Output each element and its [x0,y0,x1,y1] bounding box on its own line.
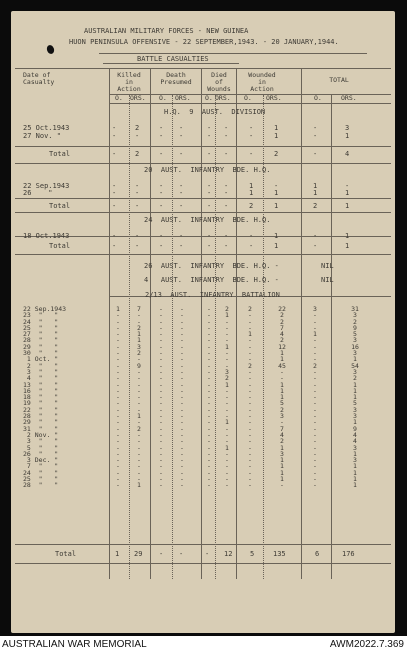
cell: 1 [274,202,279,210]
cell: - [224,124,229,132]
section-heading: BATTLE CASUALTIES [137,55,209,63]
cell: - [205,550,210,558]
punch-hole [46,44,56,55]
header-died-of-wounds: Died of Wounds [207,71,231,93]
header-date: Date of Casualty [23,71,55,86]
cell: 5 [250,550,255,558]
cell: - [112,182,117,190]
cell: 1 [313,182,318,190]
cell: - [159,202,164,210]
footer-source: AUSTRALIAN WAR MEMORIAL [2,639,147,650]
total-label: Total [49,150,71,158]
cell: - [112,124,117,132]
cell: - [135,232,140,240]
cell: 1 [274,124,279,132]
cell: 1 [345,242,350,250]
row-date: 26 " [23,189,53,197]
cell: - [207,182,212,190]
sub-ors-dow: ORS. [215,94,231,102]
cell: - [112,232,117,240]
cell: - [274,182,279,190]
cell: 176 [342,550,355,558]
cell: 1 [345,189,350,197]
cell: - [207,124,212,132]
cell: - [224,150,229,158]
cell: - [112,242,117,250]
cell: - [159,232,164,240]
cell: - [224,202,229,210]
cell: - [159,550,164,558]
cell: - [179,202,184,210]
cell: - [249,150,254,158]
footer-bar [0,636,407,653]
battalion-rows [11,306,395,546]
cell: - [313,232,318,240]
cell: 1 [274,242,279,250]
cell: - [249,232,254,240]
sub-ors-total: ORS. [341,94,357,102]
unit-heading-hq9: H.Q. 9 AUST. DIVISION [164,108,266,116]
cell: 1 [115,550,120,558]
battalion-date-column: 22 Sep.1943 23 " " 24 " " 25 " " 27 " " 28 " " 29 " " 30 " " 1 Oct. " 2 " " 3 " " 4 " " 13 " " 16 " " 18 " " 19 " " 22 " " 28 " " 29 " " 31 " " 2 Nov. " 3 " " 5 " " 26 " " 3 Dec. " 7 " " 24 " " 25 " " 28 " " [23,305,67,490]
cell: - [179,232,184,240]
header-death-presumed: Death Presumed [160,71,192,86]
cell: - [159,189,164,197]
cell: 2 [135,124,140,132]
cell: - [249,124,254,132]
cell: - [224,132,229,140]
battalion-value-column: 2 - - - 1 - - - - 2 - - - - - - - - - - - - - - - - - - - [248,305,252,490]
footer-accession: AWM2022.7.369 [329,639,404,650]
sub-ors-wounded: ORS. [266,94,282,102]
cell: 6 [315,550,320,558]
cell: - [112,150,117,158]
cell: 1 [274,132,279,140]
cell: - [224,232,229,240]
cell: 1 [249,189,254,197]
sub-ors-presumed: ORS. [175,94,191,102]
total-label: Total [49,202,71,210]
cell: - [313,242,318,250]
cell: - [179,132,184,140]
battalion-value-column: 31 3 2 9 5 3 16 3 1 54 3 2 1 1 1 5 3 3 1 9 4 4 3 1 3 1 1 1 1 [351,305,359,490]
doc-subtitle: HUON PENINSULA OFFENSIVE - 22 SEPTEMBER,1943. - 20 JANUARY,1944. [69,38,339,46]
battalion-value-column: 1 - - - - - - - - - - - - - - - - - - - - - - - - - - - - [116,305,120,490]
cell: 1 [345,132,350,140]
unit-heading-4-bde: 4 AUST. INFANTRY BDE. H.Q. - [144,276,279,284]
cell: - [135,202,140,210]
cell: - [159,132,164,140]
battalion-value-column: 3 - - - 1 - - - - 2 - - - - - - - - - - - - - - - - - - - [313,305,317,490]
cell: - [112,189,117,197]
cell: - [159,242,164,250]
unit-heading-26-bde: 26 AUST. INFANTRY BDE. H.Q. - [144,262,279,270]
cell: 29 [134,550,143,558]
row-date: 22 Sep.1943 [23,182,70,190]
row-date: 18 Oct.1943 [23,232,70,240]
sub-o-total: O. [314,94,322,102]
sub-ors-killed: ORS. [130,94,146,102]
cell: - [112,202,117,210]
cell: - [135,132,140,140]
doc-title: AUSTRALIAN MILITARY FORCES - NEW GUINEA [84,27,249,35]
cell: - [112,132,117,140]
cell: - [249,242,254,250]
cell: - [207,150,212,158]
battalion-value-column: 22 2 2 7 4 2 12 1 1 45 - - 1 1 1 5 2 3 - 7 4 2 1 3 1 1 1 1 - [278,305,286,490]
battalion-value-column: - - - - - - - - - - - - - - - - - - - - - - - - - - - - - [159,305,163,490]
cell: - [135,189,140,197]
cell: - [179,189,184,197]
cell: - [159,150,164,158]
sub-o-presumed: O. [159,94,167,102]
cell: - [179,124,184,132]
sub-o-killed: O. [115,94,123,102]
sub-o-wounded: O. [244,94,252,102]
cell: 1 [274,189,279,197]
total-label: Total [55,550,77,558]
header-killed: Killed in Action [117,71,141,93]
cell: 135 [273,550,286,558]
cell: 2 [274,150,279,158]
cell: - [224,242,229,250]
cell: - [313,132,318,140]
cell: - [224,182,229,190]
cell: - [249,132,254,140]
row-date: 25 Oct.1943 [23,124,70,132]
battalion-value-column: - - - - - - - - - - - - - - - - - - - - - - - - - - - - - [180,305,184,490]
cell: 3 [345,124,350,132]
cell: - [179,242,184,250]
cell: - [135,182,140,190]
sub-o-dow: O. [205,94,213,102]
cell: 2 [135,150,140,158]
cell: - [159,124,164,132]
cell: - [207,232,212,240]
cell: - [345,182,350,190]
cell: - [135,242,140,250]
header-wounded: Wounded in Action [248,71,276,93]
row-date: 27 Nov. " [23,132,61,140]
unit-heading-2-13-bn: 2/13 AUST. INFANTRY BATTALION [145,291,280,299]
battalion-value-column: - - - - - - - - - - - - - - - - - - - - - - - - - - - - - [207,305,211,490]
total-label: Total [49,242,71,250]
header-total: TOTAL [329,76,349,84]
cell: - [159,182,164,190]
cell: 1 [274,232,279,240]
cell: - [207,189,212,197]
battalion-value-column: 2 1 - - - - 1 - - - 3 2 1 - - - - - 1 - - - 1 - - - - - - [225,305,229,490]
cell: - [179,150,184,158]
unit-heading-24-bde: 24 AUST. INFANTRY BDE. H.Q. [144,216,271,224]
unit-heading-20-bde: 20 AUST. INFANTRY BDE. H.Q. [144,166,271,174]
cell: 2 [313,202,318,210]
cell: - [313,124,318,132]
cell: 1 [345,232,350,240]
cell: - [207,242,212,250]
cell: - [207,132,212,140]
cell: - [313,150,318,158]
battalion-value-column: 7 - - 2 1 1 3 2 - 9 - - - - - - - 1 - 2 - - - - - - - - 1 [137,305,141,490]
cell: - [224,189,229,197]
cell: 12 [224,550,233,558]
cell: 4 [345,150,350,158]
document-page [11,11,395,633]
nil-label: NIL [321,276,334,284]
cell: 1 [345,202,350,210]
cell: - [179,550,184,558]
cell: 1 [313,189,318,197]
nil-label: NIL [321,262,334,270]
cell: - [207,202,212,210]
cell: 1 [249,182,254,190]
cell: - [179,182,184,190]
cell: 2 [249,202,254,210]
